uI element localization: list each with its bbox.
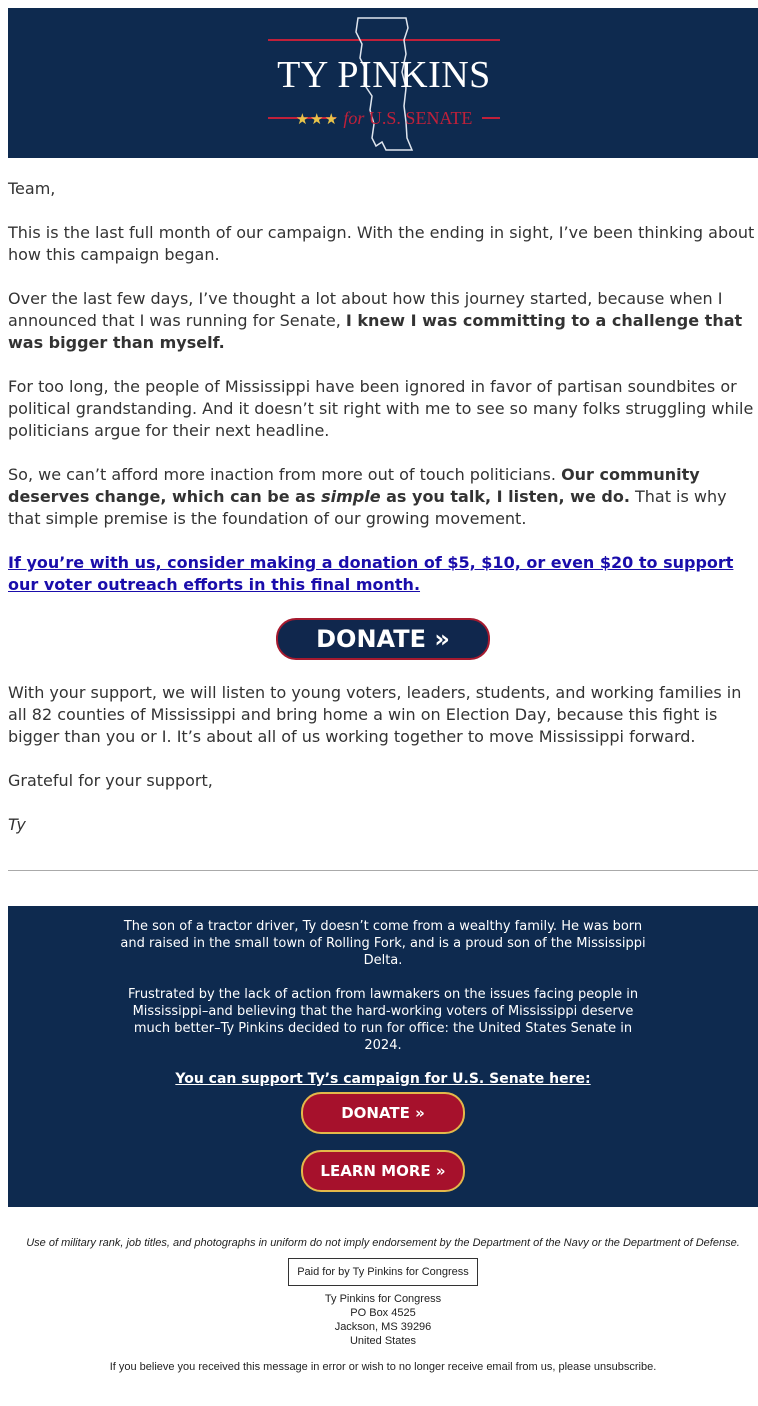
logo-for: for [343, 108, 365, 128]
paragraph-4 [8, 464, 758, 530]
paragraph-2-bold: I knew I was committing to a challenge that was bigger than myself. [8, 311, 743, 352]
unsubscribe-text[interactable]: If you believe you received this message in error or wish to no longer receive email from us, please unsubscribe. [109, 1361, 657, 1373]
donate-link-paragraph [8, 552, 758, 596]
header-banner [8, 8, 758, 158]
paragraph-3: For too long, the people of Mississippi have been ignored in favor of partisan soundbites or political grandstanding. And it doesn’t sit right with me to see so many folks struggling while politicians argue for their next headline. [8, 377, 754, 440]
bio-box [8, 906, 758, 1207]
learn-more-button[interactable]: LEARN MORE » [301, 1150, 465, 1192]
paragraph-4-text-2: That is why that simple premise is the foundation of our growing movement. [8, 487, 727, 528]
greeting: Team, [8, 179, 56, 198]
logo-name: TY PINKINS [277, 54, 491, 96]
paragraph-4-bold-1: Our community deserves change, which can be as [8, 465, 700, 506]
paragraph-4-bold-2: as you talk, I listen, we do. [380, 487, 630, 506]
campaign-logo[interactable] [266, 14, 502, 154]
bio-content [118, 918, 648, 1192]
paragraph-1: This is the last full month of our campaign. With the ending in sight, I’ve been thinking about how this campaign began. [8, 223, 755, 264]
bio-donate-button[interactable]: DONATE » [301, 1092, 465, 1134]
closing: Grateful for your support, [8, 771, 213, 790]
support-link[interactable]: You can support Ty’s campaign for U.S. Senate here: [175, 1071, 591, 1087]
donate-button[interactable]: DONATE » [276, 618, 490, 660]
donate-button-wrap [8, 618, 758, 660]
address-line: United States [349, 1335, 417, 1347]
military-disclaimer: Use of military rank, job titles, and photographs in uniform do not imply endorsement by the Department of the Navy or the Department of Defense. [26, 1237, 740, 1249]
address-line: PO Box 4525 [350, 1307, 416, 1319]
paragraph-4-text-1: So, we can’t afford more inaction from more out of touch politicians. [8, 465, 562, 484]
paragraph-2-text: Over the last few days, I’ve thought a lot about how this journey started, because when I announced that I was running for Senate, [8, 289, 723, 330]
paragraph-2 [8, 288, 758, 354]
donate-link[interactable]: If you’re with us, consider making a donation of $5, $10, or even $20 to support our voter outreach efforts in this final month. [8, 553, 734, 594]
mailing-address [8, 1292, 758, 1348]
signature: Ty [8, 815, 26, 834]
paragraph-5: With your support, we will listen to young voters, leaders, students, and working families in all 82 counties of Mississippi and bring home a win on Election Day, because this fight is bigger than you or I. It’s about all of us working together to move Mississippi forward. [8, 683, 742, 746]
paid-for-box: Paid for by Ty Pinkins for Congress [288, 1258, 478, 1286]
address-line: Ty Pinkins for Congress [324, 1293, 442, 1305]
bio-paragraph-2: Frustrated by the lack of action from lawmakers on the issues facing people in Mississippi–and believing that the hard-working voters of Mississippi deserve much better–Ty Pinkins decided to run for office: the United States Senate in 2024. [127, 987, 639, 1053]
email-body [8, 178, 758, 858]
logo-stars: ★★★ [295, 112, 339, 128]
legal-footer [8, 1236, 758, 1374]
bio-paragraph-1: The son of a tractor driver, Ty doesn’t come from a wealthy family. He was born and raised in the small town of Rolling Fork, and is a proud son of the Mississippi Delta. [120, 919, 646, 968]
logo-office: U.S. SENATE [368, 108, 473, 128]
logo-subtitle [266, 109, 502, 128]
paragraph-4-emphasis: simple [321, 487, 381, 506]
address-line: Jackson, MS 39296 [334, 1321, 432, 1333]
divider [8, 870, 758, 871]
